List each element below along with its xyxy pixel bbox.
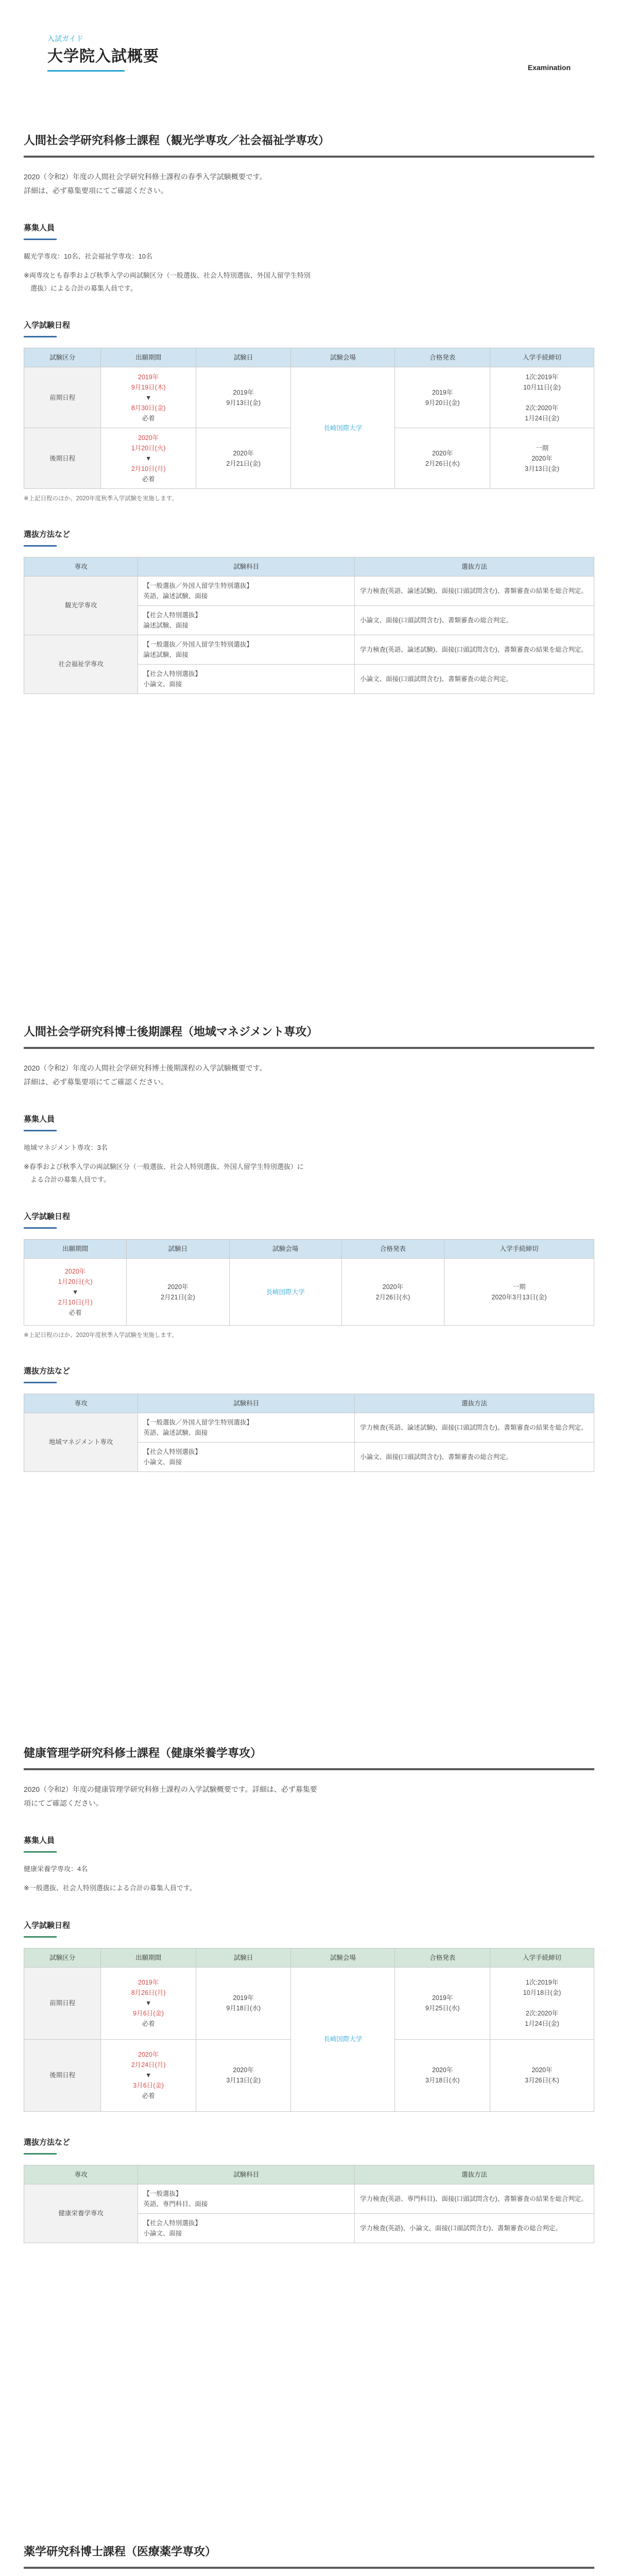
section-underline bbox=[24, 2153, 57, 2155]
section-title: 選抜方法など bbox=[24, 530, 71, 539]
kubun: 後期日程 bbox=[24, 2039, 101, 2111]
schedule-table bbox=[24, 1239, 594, 1326]
section-underline bbox=[24, 1936, 57, 1938]
table-row bbox=[24, 1413, 594, 1442]
place: 長崎国際大学 bbox=[291, 1967, 395, 2111]
exam-date: 2020年 2月21日(金) bbox=[127, 1259, 229, 1326]
th-method: 選抜方法 bbox=[355, 557, 594, 576]
course-intro: 2020（令和2）年度の健康管理学研究科修士課程の入学試験概要です。詳細は、必ず募集要 項にてご確認ください。 bbox=[24, 1785, 317, 1807]
pass-date: 2019年 9月25日(水) bbox=[395, 1967, 490, 2039]
course-1 bbox=[24, 131, 594, 694]
section-underline bbox=[24, 1382, 57, 1383]
kubun: 前期日程 bbox=[24, 367, 101, 428]
pass-date: 2020年 3月18日(水) bbox=[395, 2039, 490, 2111]
method: 学力検査(英語)、小論文、面接(口頭試問含む)、書類審査の総合判定。 bbox=[355, 2213, 594, 2243]
table-row bbox=[24, 1967, 594, 2039]
th-pass: 合格発表 bbox=[395, 348, 490, 367]
schedule-table bbox=[24, 1948, 594, 2112]
major: 観光学専攻 bbox=[24, 576, 138, 635]
selection-table bbox=[24, 557, 594, 694]
kikan-start: 1月20日(火) bbox=[131, 444, 166, 452]
section-underline bbox=[24, 1851, 57, 1853]
section-selection bbox=[24, 2137, 594, 2243]
proc-date: 2020年 3月26日(木) bbox=[490, 2039, 594, 2111]
method: 小論文、面接(口頭試問含む)、書類審査の総合判定。 bbox=[355, 605, 594, 635]
header-right-label: Examination bbox=[527, 63, 571, 72]
method: 学力検査(英語、論述試験)、面接(口頭試問含む)、書類審査の結果を総合判定。 bbox=[355, 1413, 594, 1442]
th-place: 試験会場 bbox=[291, 1948, 395, 1967]
exam-date: 2020年 3月13日(金) bbox=[196, 2039, 291, 2111]
section-title: 入学試験日程 bbox=[24, 1921, 71, 1930]
proc-date: 一期 2020年3月13日(金) bbox=[444, 1259, 594, 1326]
section-title: 選抜方法など bbox=[24, 1366, 71, 1376]
th-kikan: 出願期間 bbox=[101, 1948, 196, 1967]
arrow-icon: ▼ bbox=[145, 394, 152, 401]
th-place: 試験会場 bbox=[229, 1240, 341, 1259]
arrow-icon: ▼ bbox=[145, 454, 152, 462]
arrow-icon: ▼ bbox=[145, 1999, 152, 2007]
th-proc: 入学手続締切 bbox=[444, 1240, 594, 1259]
section-schedule bbox=[24, 1211, 594, 1340]
schedule-table bbox=[24, 348, 594, 489]
hissha: 必着 bbox=[142, 414, 155, 422]
section-title: 選抜方法など bbox=[24, 2138, 71, 2147]
pass-date: 2020年 2月26日(水) bbox=[341, 1259, 444, 1326]
hissha: 必着 bbox=[142, 2092, 155, 2100]
th-kubun: 試験区分 bbox=[24, 348, 101, 367]
th-date: 試験日 bbox=[196, 348, 291, 367]
section-underline bbox=[24, 1227, 57, 1229]
exam-date: 2019年 9月18日(水) bbox=[196, 1967, 291, 2039]
proc-date: 1次:2019年 10月18日(金) 2次:2020年 1月24日(金) bbox=[490, 1967, 594, 2039]
subjects: 【社会人特別選抜】 小論文、面接 bbox=[138, 2213, 355, 2243]
major: 健康栄養学専攻 bbox=[24, 2184, 138, 2243]
exam-date: 2019年 9月13日(金) bbox=[196, 367, 291, 428]
th-method: 選抜方法 bbox=[355, 2165, 594, 2184]
th-subj: 試験科目 bbox=[138, 1394, 355, 1413]
method: 小論文、面接(口頭試問含む)、書類審査の総合判定。 bbox=[355, 664, 594, 693]
table-row bbox=[24, 2184, 594, 2213]
bosyu-note: ※一般選抜、社会人特別選抜による合計の募集人員です。 bbox=[24, 1884, 196, 1892]
section-title: 募集人員 bbox=[24, 1115, 55, 1124]
kikan-start: 8月26日(月) bbox=[131, 1989, 166, 1997]
th-proc: 入学手続締切 bbox=[490, 348, 594, 367]
major: 地域マネジメント専攻 bbox=[24, 1413, 138, 1471]
hissha: 必着 bbox=[142, 475, 155, 483]
kikan-end: 8月30日(金) bbox=[131, 404, 166, 412]
kikan-start: 9月19日(木) bbox=[131, 383, 166, 391]
section-underline bbox=[24, 336, 57, 337]
section-schedule bbox=[24, 319, 594, 503]
proc-date: 1次:2019年 10月11日(金) 2次:2020年 1月24日(金) bbox=[490, 367, 594, 428]
table-row bbox=[24, 576, 594, 605]
kikan-end: 9月6日(金) bbox=[133, 2010, 164, 2018]
th-kikan: 出願期間 bbox=[24, 1240, 127, 1259]
section-bosyu bbox=[24, 222, 594, 295]
kubun: 後期日程 bbox=[24, 428, 101, 489]
title-underline bbox=[47, 70, 125, 72]
subjects: 【社会人特別選抜】 小論文、面接 bbox=[138, 664, 355, 693]
section-underline bbox=[24, 1130, 57, 1131]
header-subtitle: 入試ガイド bbox=[47, 35, 83, 43]
kikan-cell bbox=[101, 428, 196, 489]
section-bosyu bbox=[24, 1835, 594, 1894]
arrow-icon: ▼ bbox=[72, 1288, 79, 1296]
table-row bbox=[24, 1259, 594, 1326]
hissha: 必着 bbox=[68, 1309, 82, 1316]
bosyu-count: 健康栄養学専攻：4名 bbox=[24, 1865, 88, 1873]
arrow-icon: ▼ bbox=[145, 2072, 152, 2079]
bosyu-note: ※春季および秋季入学の両試験区分（一般選抜、社会人特別選抜、外国人留学生特別選抜）に よる合計の募集人員です。 bbox=[24, 1163, 304, 1183]
pass-date: 2019年 9月20日(金) bbox=[395, 367, 490, 428]
course-intro: 2020（令和2）年度の人間社会学研究科修士課程の春季入学試験概要です。 詳細は、必ず募集要項にてご確認ください。 bbox=[24, 173, 267, 195]
kikan-end: 2月10日(月) bbox=[58, 1298, 93, 1306]
page-header bbox=[24, 0, 594, 88]
section-selection bbox=[24, 529, 594, 694]
bosyu-count: 地域マネジメント専攻：3名 bbox=[24, 1144, 108, 1152]
subjects: 【一般選抜／外国人留学生特別選抜】 論述試験、面接 bbox=[138, 635, 355, 664]
section-schedule bbox=[24, 1920, 594, 2112]
th-major: 専攻 bbox=[24, 557, 138, 576]
place: 長崎国際大学 bbox=[229, 1259, 341, 1326]
course-4 bbox=[24, 2543, 594, 2576]
section-title: 募集人員 bbox=[24, 224, 55, 233]
proc-date: 一期 2020年 3月13日(金) bbox=[490, 428, 594, 489]
subjects: 【一般選抜／外国人留学生特別選抜】 英語、論述試験、面接 bbox=[138, 1413, 355, 1442]
kikan-end: 2月10日(月) bbox=[131, 465, 166, 472]
kikan-start: 1月20日(火) bbox=[58, 1278, 93, 1285]
section-title: 募集人員 bbox=[24, 1836, 55, 1845]
th-kubun: 試験区分 bbox=[24, 1948, 101, 1967]
kikan-cell bbox=[101, 367, 196, 428]
course-2 bbox=[24, 1023, 594, 1472]
kikan-year: 2020年 bbox=[138, 434, 159, 442]
subjects: 【一般選抜／外国人留学生特別選抜】 英語、論述試験、面接 bbox=[138, 576, 355, 605]
table-row bbox=[24, 367, 594, 428]
method: 小論文、面接(口頭試問含む)、書類審査の総合判定。 bbox=[355, 1442, 594, 1471]
method: 学力検査(英語、論述試験)、面接(口頭試問含む)、書類審査の結果を総合判定。 bbox=[355, 635, 594, 664]
page-title: 大学院入試概要 bbox=[47, 48, 159, 65]
course-intro: 2020（令和2）年度の人間社会学研究科博士後期課程の入学試験概要です。 詳細は、必ず募集要項にてご確認ください。 bbox=[24, 1064, 267, 1086]
section-underline bbox=[24, 545, 57, 547]
th-date: 試験日 bbox=[127, 1240, 229, 1259]
kikan-cell bbox=[101, 1967, 196, 2039]
subjects: 【社会人特別選抜】 論述試験、面接 bbox=[138, 605, 355, 635]
th-place: 試験会場 bbox=[291, 348, 395, 367]
exam-date: 2020年 2月21日(金) bbox=[196, 428, 291, 489]
schedule-note: ※上記日程のほか、2020年度秋季入学試験を実施します。 bbox=[24, 496, 178, 502]
pass-date: 2020年 2月26日(水) bbox=[395, 428, 490, 489]
th-major: 専攻 bbox=[24, 1394, 138, 1413]
th-proc: 入学手続締切 bbox=[490, 1948, 594, 1967]
th-date: 試験日 bbox=[196, 1948, 291, 1967]
kikan-end: 3月6日(金) bbox=[133, 2082, 164, 2090]
subjects: 【一般選抜】 英語、専門科目、面接 bbox=[138, 2184, 355, 2213]
kikan-cell bbox=[101, 2039, 196, 2111]
place: 長崎国際大学 bbox=[291, 367, 395, 489]
kikan-year: 2019年 bbox=[138, 1979, 159, 1987]
section-title: 入学試験日程 bbox=[24, 1212, 71, 1222]
hissha: 必着 bbox=[142, 2020, 155, 2028]
section-title: 入学試験日程 bbox=[24, 321, 71, 330]
th-pass: 合格発表 bbox=[395, 1948, 490, 1967]
course-title: 人間社会学研究科博士後期課程（地域マネジメント専攻） bbox=[24, 1023, 594, 1049]
course-title: 健康管理学研究科修士課程（健康栄養学専攻） bbox=[24, 1744, 594, 1770]
th-pass: 合格発表 bbox=[341, 1240, 444, 1259]
kubun: 前期日程 bbox=[24, 1967, 101, 2039]
bosyu-note: ※両専攻とも春季および秋季入学の両試験区分（一般選抜、社会人特別選抜、外国人留学生特別 選抜）による合計の募集人員です。 bbox=[24, 272, 311, 292]
th-subj: 試験科目 bbox=[138, 2165, 355, 2184]
kikan-year: 2020年 bbox=[64, 1267, 86, 1275]
selection-table bbox=[24, 1394, 594, 1472]
section-selection bbox=[24, 1365, 594, 1472]
method: 学力検査(英語、論述試験)、面接(口頭試問含む)、書類審査の結果を総合判定。 bbox=[355, 576, 594, 605]
selection-table bbox=[24, 2165, 594, 2243]
subjects: 【社会人特別選抜】 小論文、面接 bbox=[138, 1442, 355, 1471]
th-kikan: 出願期間 bbox=[101, 348, 196, 367]
kikan-year: 2020年 bbox=[138, 2051, 159, 2059]
major: 社会福祉学専攻 bbox=[24, 635, 138, 693]
kikan-start: 2月24日(月) bbox=[131, 2061, 166, 2069]
th-subj: 試験科目 bbox=[138, 557, 355, 576]
kikan-year: 2019年 bbox=[138, 373, 159, 381]
th-major: 専攻 bbox=[24, 2165, 138, 2184]
bosyu-count: 観光学専攻：10名、社会福祉学専攻：10名 bbox=[24, 252, 152, 261]
course-title: 薬学研究科博士課程（医療薬学専攻） bbox=[24, 2543, 594, 2569]
schedule-note: ※上記日程のほか、2020年度秋季入学試験を実施します。 bbox=[24, 1332, 178, 1339]
section-underline bbox=[24, 239, 57, 240]
table-row bbox=[24, 635, 594, 664]
course-title: 人間社会学研究科修士課程（観光学専攻／社会福祉学専攻） bbox=[24, 131, 594, 158]
method: 学力検査(英語、専門科目)、面接(口頭試問含む)、書類審査の結果を総合判定。 bbox=[355, 2184, 594, 2213]
course-3 bbox=[24, 1744, 594, 2243]
th-method: 選抜方法 bbox=[355, 1394, 594, 1413]
section-bosyu bbox=[24, 1113, 594, 1186]
kikan-cell bbox=[24, 1259, 127, 1326]
